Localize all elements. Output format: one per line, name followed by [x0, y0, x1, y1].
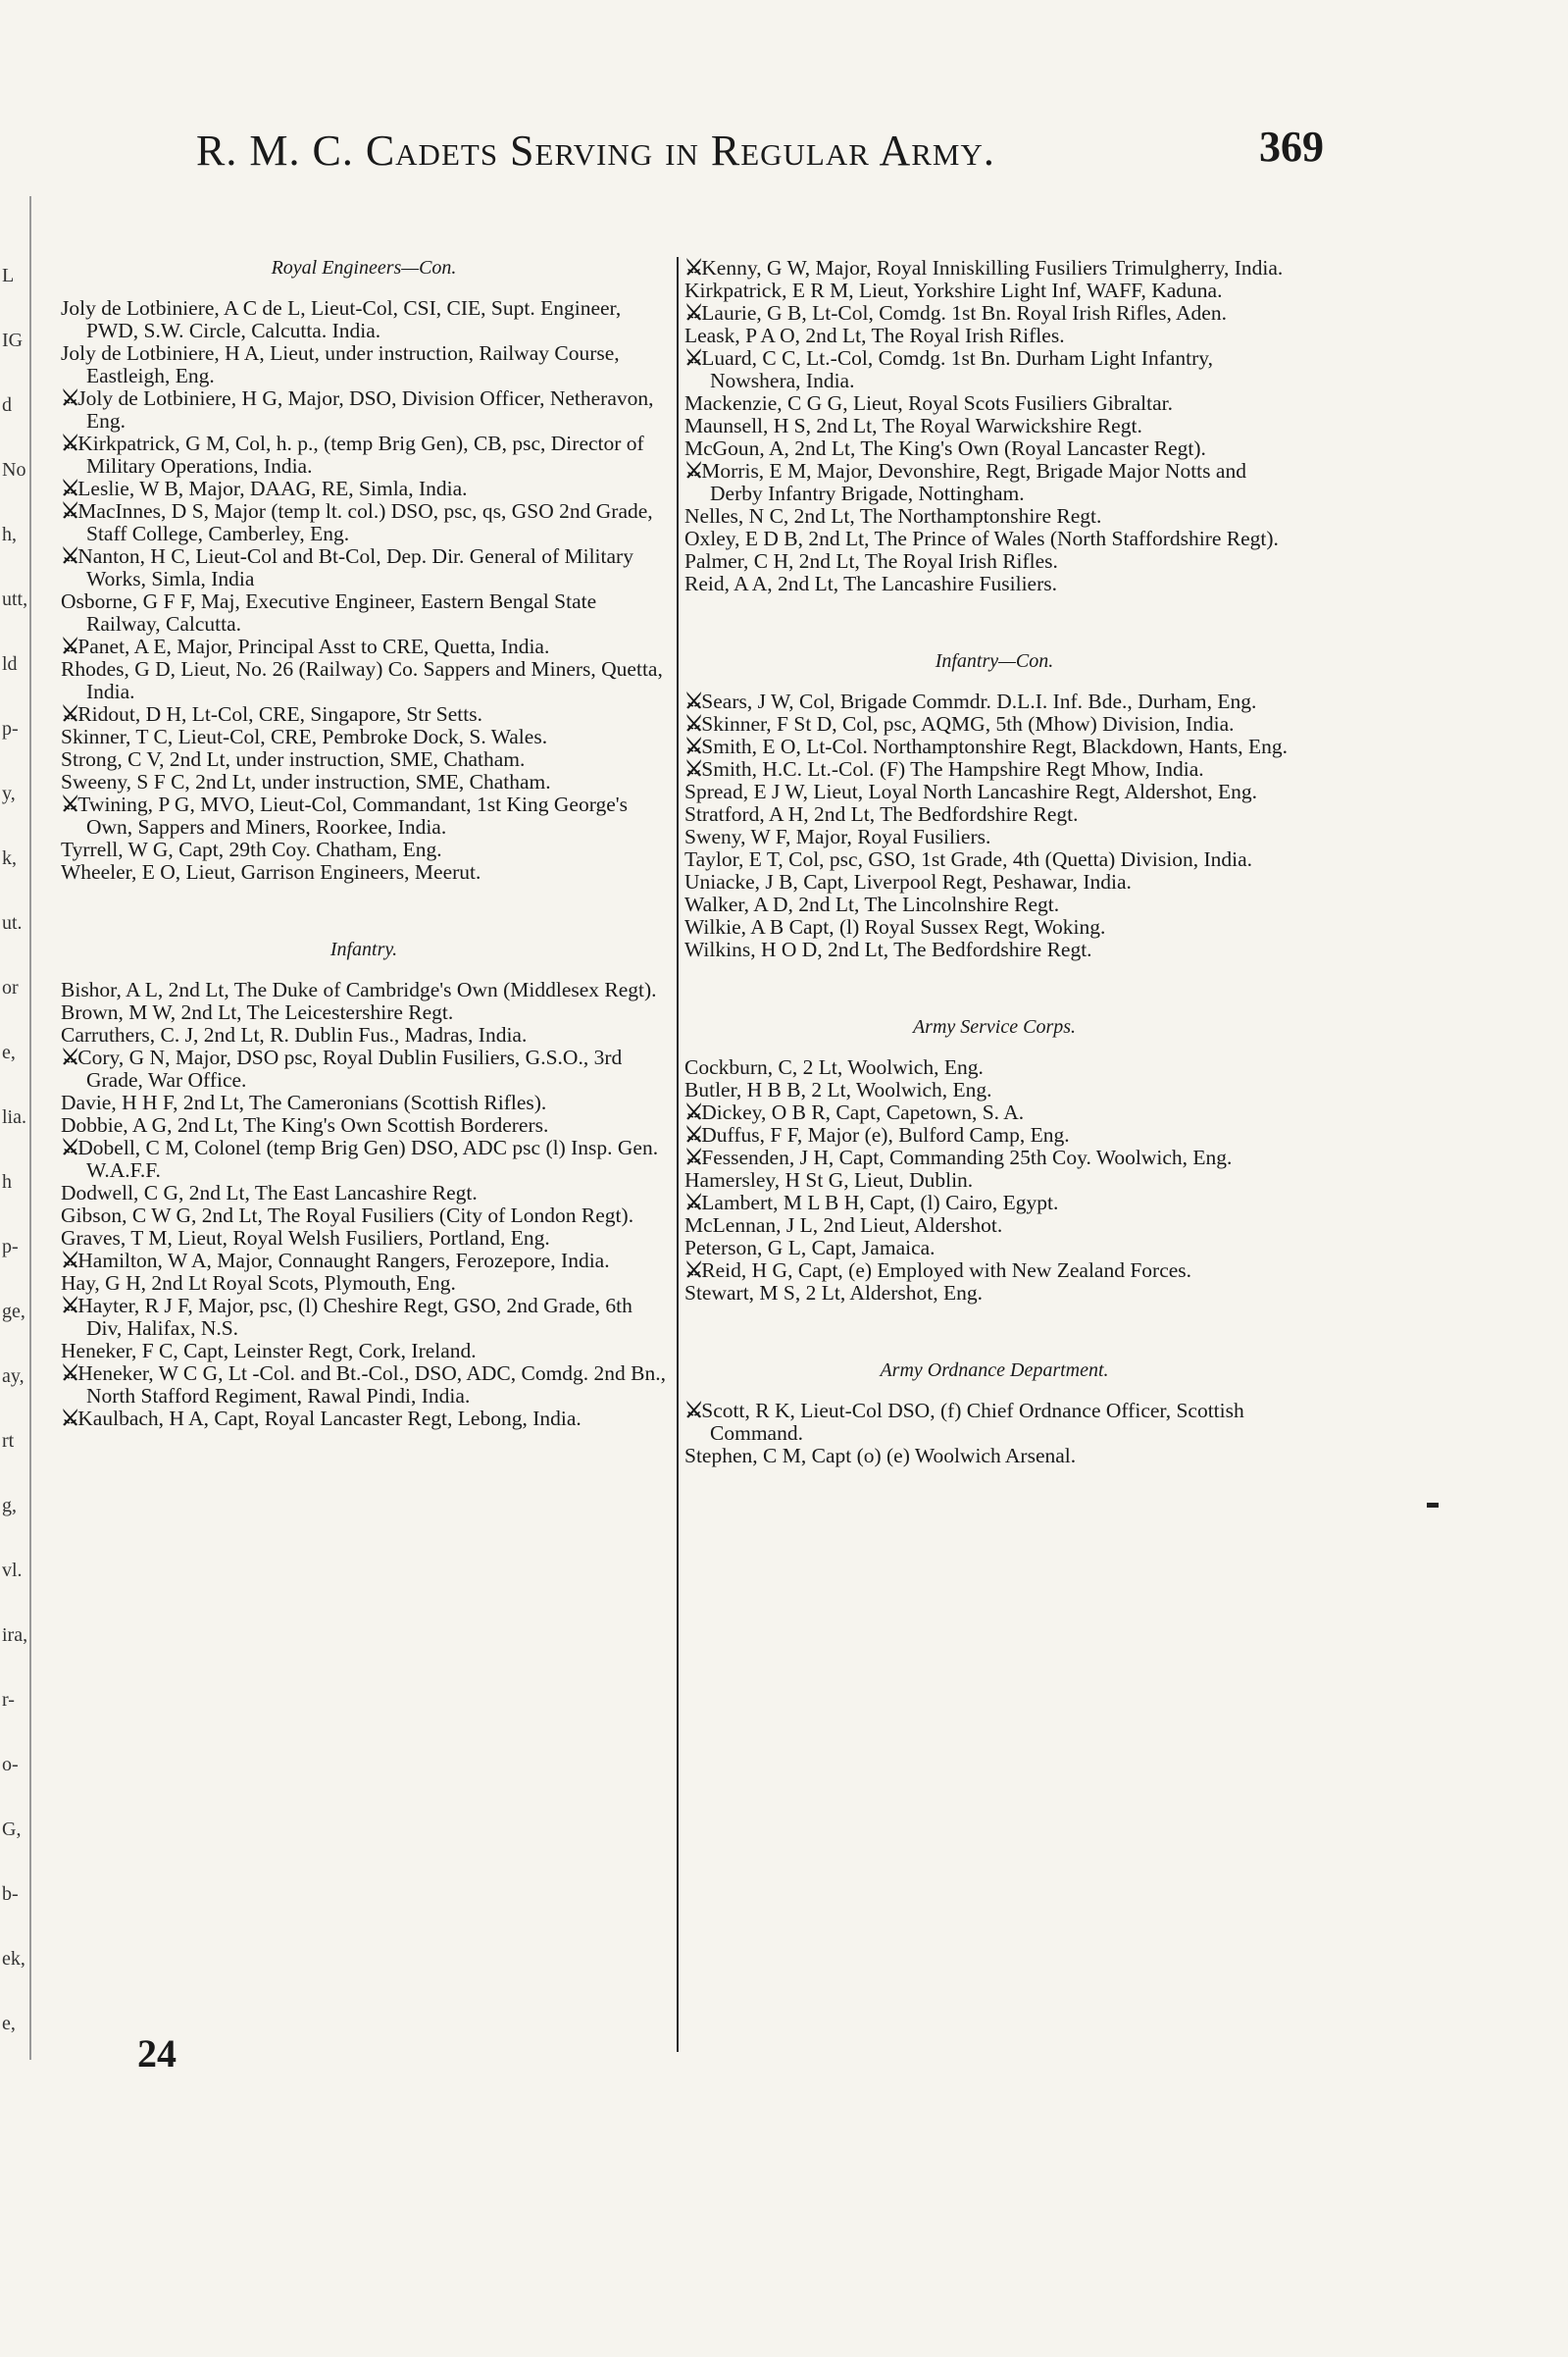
roster-entry — [61, 433, 667, 478]
gutter-fragment: vl. — [2, 1560, 23, 1581]
roster-entry — [684, 758, 1304, 781]
entry-text: Heneker, F C, Capt, Leinster Regt, Cork, Ireland. — [61, 1339, 477, 1362]
entry-text: Joly de Lotbiniere, H G, Major, DSO, Division Officer, Netheravon, Eng. — [77, 386, 654, 433]
gutter-fragment: ge, — [2, 1301, 25, 1322]
crossed-swords-icon: ⚔ — [61, 477, 78, 500]
page-title: R. M. C. Cadets Serving in Regular Army. — [196, 127, 995, 175]
entry-text: Kenny, G W, Major, Royal Inniskilling Fusiliers Trimulgherry, India. — [701, 256, 1284, 280]
crossed-swords-icon: ⚔ — [61, 1249, 78, 1272]
roster-entry — [684, 1079, 1304, 1102]
entry-text: Luard, C C, Lt.-Col, Comdg. 1st Bn. Durham Light Infantry, Nowshera, India. — [701, 346, 1214, 392]
entry-text: Wilkins, H O D, 2nd Lt, The Bedfordshire Regt. — [684, 938, 1092, 961]
crossed-swords-icon: ⚔ — [684, 256, 702, 280]
section — [684, 650, 1304, 961]
crossed-swords-icon: ⚔ — [61, 544, 78, 568]
section — [684, 1016, 1304, 1305]
gutter-fragment: e, — [2, 1042, 16, 1063]
roster-entry — [61, 478, 667, 500]
gutter-fragment: p- — [2, 718, 19, 740]
entry-text: Hamilton, W A, Major, Connaught Rangers, Ferozepore, India. — [77, 1249, 610, 1272]
entry-text: Reid, A A, 2nd Lt, The Lancashire Fusiliers. — [684, 572, 1057, 595]
roster-entry — [684, 347, 1304, 392]
crossed-swords-icon: ⚔ — [684, 1258, 702, 1282]
entry-text: Scott, R K, Lieut-Col DSO, (f) Chief Ordnance Officer, Scottish Command. — [701, 1399, 1244, 1445]
entry-text: Osborne, G F F, Maj, Executive Engineer, Eastern Bengal State Railway, Calcutta. — [61, 589, 597, 636]
roster-entry — [61, 1204, 667, 1227]
roster-entry — [61, 297, 667, 342]
roster-entry — [684, 460, 1304, 505]
roster-entry — [61, 1001, 667, 1024]
entry-text: Laurie, G B, Lt-Col, Comdg. 1st Bn. Royal Irish Rifles, Aden. — [701, 301, 1227, 325]
roster-entry — [684, 528, 1304, 550]
entry-text: Sweny, W F, Major, Royal Fusiliers. — [684, 825, 991, 848]
roster-entry — [61, 1114, 667, 1137]
roster-entry — [61, 545, 667, 590]
crossed-swords-icon: ⚔ — [61, 432, 78, 455]
entry-text: Uniacke, J B, Capt, Liverpool Regt, Peshawar, India. — [684, 870, 1132, 894]
entry-text: Sears, J W, Col, Brigade Commdr. D.L.I. Inf. Bde., Durham, Eng. — [701, 690, 1257, 713]
entry-text: McLennan, J L, 2nd Lieut, Aldershot. — [684, 1213, 1003, 1237]
crossed-swords-icon: ⚔ — [684, 459, 702, 483]
entry-text: Leslie, W B, Major, DAAG, RE, Simla, India. — [77, 477, 468, 500]
roster-entry — [61, 1182, 667, 1204]
roster-entry — [61, 1137, 667, 1182]
gutter-fragment: IG — [2, 330, 24, 351]
gutter-fragment: G, — [2, 1819, 22, 1840]
crossed-swords-icon: ⚔ — [61, 702, 78, 726]
roster-entry — [61, 748, 667, 771]
gutter-fragment: e, — [2, 2013, 16, 2034]
crossed-swords-icon: ⚔ — [61, 386, 78, 410]
gutter-fragment: d — [2, 394, 12, 416]
gutter-fragment: utt, — [2, 589, 28, 610]
roster-entry — [61, 1047, 667, 1092]
roster-entry — [684, 1147, 1304, 1169]
entry-text: Leask, P A O, 2nd Lt, The Royal Irish Rifles. — [684, 324, 1065, 347]
entry-text: Duffus, F F, Major (e), Bulford Camp, Eng. — [701, 1123, 1070, 1147]
section-heading: Infantry. — [329, 939, 398, 960]
entry-text: Kirkpatrick, G M, Col, h. p., (temp Brig Gen), CB, psc, Director of Military Operations, India. — [77, 432, 644, 478]
gutter-fragment: L — [2, 265, 15, 286]
roster-entry — [61, 1340, 667, 1362]
page-header — [196, 123, 1324, 194]
gutter-fragment: ek, — [2, 1948, 25, 1970]
roster-entry — [684, 280, 1304, 302]
roster-entry — [684, 1214, 1304, 1237]
entry-text: Wilkie, A B Capt, (l) Royal Sussex Regt, Woking. — [684, 915, 1106, 939]
roster-entry — [61, 1408, 667, 1430]
column-divider — [677, 257, 679, 2052]
entry-text: Strong, C V, 2nd Lt, under instruction, SME, Chatham. — [61, 747, 526, 771]
roster-entry — [61, 703, 667, 726]
entry-text: Palmer, C H, 2nd Lt, The Royal Irish Rifles. — [684, 549, 1058, 573]
gutter-fragment: rt — [2, 1430, 15, 1452]
roster-entry — [61, 636, 667, 658]
roster-entry — [684, 826, 1304, 848]
crossed-swords-icon: ⚔ — [61, 1136, 78, 1159]
entry-text: Skinner, F St D, Col, psc, AQMG, 5th (Mhow) Division, India. — [701, 712, 1235, 736]
entry-text: Stewart, M S, 2 Lt, Aldershot, Eng. — [684, 1281, 983, 1305]
roster-entry — [684, 1102, 1304, 1124]
entry-text: Skinner, T C, Lieut-Col, CRE, Pembroke Dock, S. Wales. — [61, 725, 548, 748]
roster-entry — [684, 505, 1304, 528]
entry-text: Tyrrell, W G, Capt, 29th Coy. Chatham, Eng. — [61, 838, 442, 861]
roster-entry — [61, 1092, 667, 1114]
roster-entry — [61, 839, 667, 861]
roster-entry — [61, 1227, 667, 1250]
gutter-fragment: r- — [2, 1689, 15, 1711]
roster-entry — [684, 257, 1304, 280]
crossed-swords-icon: ⚔ — [684, 346, 702, 370]
gutter-fragment: y, — [2, 783, 16, 804]
right-column — [684, 257, 1304, 1522]
crossed-swords-icon: ⚔ — [684, 1146, 702, 1169]
crossed-swords-icon: ⚔ — [61, 1407, 78, 1430]
roster-entry — [684, 848, 1304, 871]
entry-text: Lambert, M L B H, Capt, (l) Cairo, Egypt. — [701, 1191, 1059, 1214]
entry-text: Mackenzie, C G G, Lieut, Royal Scots Fusiliers Gibraltar. — [684, 391, 1173, 415]
crossed-swords-icon: ⚔ — [684, 690, 702, 713]
gutter-fragment: No — [2, 459, 26, 481]
entry-text: Nanton, H C, Lieut-Col and Bt-Col, Dep. Dir. General of Military Works, Simla, India — [77, 544, 633, 590]
roster-entry — [684, 573, 1304, 595]
entry-text: Davie, H H F, 2nd Lt, The Cameronians (Scottish Rifles). — [61, 1091, 547, 1114]
roster-entry — [61, 387, 667, 433]
entry-text: Hayter, R J F, Major, psc, (l) Cheshire Regt, GSO, 2nd Grade, 6th Div, Halifax, N.S. — [77, 1294, 632, 1340]
roster-entry — [61, 1272, 667, 1295]
roster-entry — [684, 1259, 1304, 1282]
crossed-swords-icon: ⚔ — [684, 1123, 702, 1147]
entry-text: Spread, E J W, Lieut, Loyal North Lancashire Regt, Aldershot, Eng. — [684, 780, 1257, 803]
roster-entry — [684, 894, 1304, 916]
roster-entry — [684, 1192, 1304, 1214]
entry-text: Oxley, E D B, 2nd Lt, The Prince of Wales (North Staffordshire Regt). — [684, 527, 1279, 550]
entry-text: Wheeler, E O, Lieut, Garrison Engineers, Meerut. — [61, 860, 481, 884]
entry-text: Bishor, A L, 2nd Lt, The Duke of Cambridge's Own (Middlesex Regt). — [61, 978, 657, 1001]
gutter-fragment: g, — [2, 1495, 17, 1516]
roster-entry — [61, 794, 667, 839]
stray-dash-mark — [1427, 1503, 1439, 1508]
entry-text: Joly de Lotbiniere, A C de L, Lieut-Col, CSI, CIE, Supt. Engineer, PWD, S.W. Circle, Calcutta. India. — [61, 296, 622, 342]
signature-mark: 24 — [137, 2031, 177, 2075]
crossed-swords-icon: ⚔ — [61, 1361, 78, 1385]
roster-entry — [684, 550, 1304, 573]
gutter-fragment: ira, — [2, 1624, 28, 1646]
entry-text: Joly de Lotbiniere, H A, Lieut, under instruction, Railway Course, Eastleigh, Eng. — [61, 341, 620, 387]
entry-text: Kirkpatrick, E R M, Lieut, Yorkshire Light Inf, WAFF, Kaduna. — [684, 279, 1223, 302]
roster-entry — [684, 1237, 1304, 1259]
entry-text: Brown, M W, 2nd Lt, The Leicestershire Regt. — [61, 1000, 454, 1024]
roster-entry — [684, 1169, 1304, 1192]
entry-text: Maunsell, H S, 2nd Lt, The Royal Warwickshire Regt. — [684, 414, 1142, 437]
entry-text: Cockburn, C, 2 Lt, Woolwich, Eng. — [684, 1055, 984, 1079]
entry-text: McGoun, A, 2nd Lt, The King's Own (Royal Lancaster Regt). — [684, 436, 1206, 460]
roster-entry — [61, 726, 667, 748]
entry-text: Dickey, O B R, Capt, Capetown, S. A. — [701, 1101, 1025, 1124]
roster-entry — [61, 979, 667, 1001]
crossed-swords-icon: ⚔ — [684, 301, 702, 325]
crossed-swords-icon: ⚔ — [61, 793, 78, 816]
roster-entry — [61, 590, 667, 636]
entry-text: Taylor, E T, Col, psc, GSO, 1st Grade, 4th (Quetta) Division, India. — [684, 847, 1253, 871]
gutter-fragment: h, — [2, 524, 17, 545]
section — [684, 257, 1304, 595]
entry-text: Rhodes, G D, Lieut, No. 26 (Railway) Co. Sappers and Miners, Quetta, India. — [61, 657, 663, 703]
entry-text: Fessenden, J H, Capt, Commanding 25th Coy. Woolwich, Eng. — [701, 1146, 1233, 1169]
crossed-swords-icon: ⚔ — [61, 1046, 78, 1069]
gutter-fragment: o- — [2, 1754, 19, 1775]
entry-text: Gibson, C W G, 2nd Lt, The Royal Fusiliers (City of London Regt). — [61, 1204, 634, 1227]
crossed-swords-icon: ⚔ — [684, 712, 702, 736]
roster-entry — [684, 437, 1304, 460]
crossed-swords-icon: ⚔ — [684, 735, 702, 758]
section-heading: Infantry—Con. — [935, 650, 1054, 672]
section — [684, 1359, 1304, 1467]
entry-text: Morris, E M, Major, Devonshire, Regt, Brigade Major Notts and Derby Infantry Brigade, Nottingham. — [701, 459, 1246, 505]
roster-entry — [684, 392, 1304, 415]
entry-text: Dobbie, A G, 2nd Lt, The King's Own Scottish Borderers. — [61, 1113, 549, 1137]
gutter-fragment: lia. — [2, 1106, 26, 1128]
section-heading: Army Service Corps. — [912, 1016, 1077, 1038]
gutter-fragment: p- — [2, 1236, 19, 1257]
entry-text: Smith, H.C. Lt.-Col. (F) The Hampshire Regt Mhow, India. — [701, 757, 1204, 781]
entry-text: Carruthers, C. J, 2nd Lt, R. Dublin Fus., Madras, India. — [61, 1023, 528, 1047]
crossed-swords-icon: ⚔ — [61, 1294, 78, 1317]
roster-entry — [61, 500, 667, 545]
roster-entry — [684, 871, 1304, 894]
roster-entry — [61, 1250, 667, 1272]
entry-text: Hay, G H, 2nd Lt Royal Scots, Plymouth, Eng. — [61, 1271, 456, 1295]
roster-entry — [61, 861, 667, 884]
roster-entry — [61, 658, 667, 703]
gutter-fragment: ut. — [2, 912, 23, 934]
entry-text: Reid, H G, Capt, (e) Employed with New Zealand Forces. — [701, 1258, 1192, 1282]
roster-entry — [684, 302, 1304, 325]
gutter-fragment: ay, — [2, 1365, 25, 1387]
crossed-swords-icon: ⚔ — [684, 1191, 702, 1214]
roster-entry — [684, 939, 1304, 961]
entry-text: Stratford, A H, 2nd Lt, The Bedfordshire Regt. — [684, 802, 1079, 826]
roster-entry — [684, 1400, 1304, 1445]
entry-text: Kaulbach, H A, Capt, Royal Lancaster Regt, Lebong, India. — [77, 1407, 582, 1430]
roster-entry — [684, 916, 1304, 939]
roster-entry — [61, 1024, 667, 1047]
entry-text: MacInnes, D S, Major (temp lt. col.) DSO, psc, qs, GSO 2nd Grade, Staff College, Camberley, Eng. — [77, 499, 653, 545]
crossed-swords-icon: ⚔ — [684, 757, 702, 781]
entry-text: Nelles, N C, 2nd Lt, The Northamptonshire Regt. — [684, 504, 1102, 528]
entry-text: Graves, T M, Lieut, Royal Welsh Fusiliers, Portland, Eng. — [61, 1226, 550, 1250]
roster-entry — [61, 771, 667, 794]
crossed-swords-icon: ⚔ — [61, 635, 78, 658]
entry-text: Hamersley, H St G, Lieut, Dublin. — [684, 1168, 974, 1192]
roster-entry — [684, 1282, 1304, 1305]
roster-entry — [684, 736, 1304, 758]
gutter-fragments — [0, 265, 27, 2079]
roster-entry — [61, 1295, 667, 1340]
roster-entry — [684, 803, 1304, 826]
roster-entry — [61, 1362, 667, 1408]
entry-text: Butler, H B B, 2 Lt, Woolwich, Eng. — [684, 1078, 992, 1102]
entry-text: Dobell, C M, Colonel (temp Brig Gen) DSO, ADC psc (l) Insp. Gen. W.A.F.F. — [77, 1136, 659, 1182]
crossed-swords-icon: ⚔ — [684, 1399, 702, 1422]
section-heading: Army Ordnance Department. — [880, 1359, 1109, 1381]
gutter-fragment: or — [2, 977, 19, 999]
entry-text: Panet, A E, Major, Principal Asst to CRE, Quetta, India. — [77, 635, 550, 658]
roster-entry — [684, 713, 1304, 736]
entry-text: Dodwell, C G, 2nd Lt, The East Lancashire Regt. — [61, 1181, 478, 1204]
entry-text: Twining, P G, MVO, Lieut-Col, Commandant, 1st King George's Own, Sappers and Miners, Roorkee, India. — [77, 793, 629, 839]
gutter-fragment: k, — [2, 847, 17, 869]
roster-entry — [684, 1445, 1304, 1467]
left-column — [61, 257, 667, 1485]
roster-entry — [684, 691, 1304, 713]
entry-text: Smith, E O, Lt-Col. Northamptonshire Regt, Blackdown, Hants, Eng. — [701, 735, 1289, 758]
entry-text: Cory, G N, Major, DSO psc, Royal Dublin Fusiliers, G.S.O., 3rd Grade, War Office. — [77, 1046, 623, 1092]
roster-entry — [684, 781, 1304, 803]
roster-entry — [684, 1056, 1304, 1079]
section — [61, 257, 667, 884]
left-margin-rule — [29, 196, 31, 2060]
roster-entry — [684, 1124, 1304, 1147]
gutter-fragment: h — [2, 1171, 12, 1193]
gutter-fragment: ld — [2, 653, 18, 675]
page-number: 369 — [1259, 123, 1324, 171]
entry-text: Ridout, D H, Lt-Col, CRE, Singapore, Str Setts. — [77, 702, 482, 726]
entry-text: Stephen, C M, Capt (o) (e) Woolwich Arsenal. — [684, 1444, 1077, 1467]
crossed-swords-icon: ⚔ — [684, 1101, 702, 1124]
roster-entry — [684, 415, 1304, 437]
gutter-fragment: b- — [2, 1883, 19, 1905]
roster-entry — [61, 342, 667, 387]
section-heading: Royal Engineers—Con. — [271, 257, 457, 279]
roster-entry — [684, 325, 1304, 347]
crossed-swords-icon: ⚔ — [61, 499, 78, 523]
entry-text: Peterson, G L, Capt, Jamaica. — [684, 1236, 936, 1259]
entry-text: Heneker, W C G, Lt -Col. and Bt.-Col., DSO, ADC, Comdg. 2nd Bn., North Stafford Regiment, Rawal Pindi, India. — [77, 1361, 667, 1408]
entry-text: Walker, A D, 2nd Lt, The Lincolnshire Regt. — [684, 893, 1060, 916]
entry-text: Sweeny, S F C, 2nd Lt, under instruction, SME, Chatham. — [61, 770, 551, 794]
section — [61, 939, 667, 1430]
